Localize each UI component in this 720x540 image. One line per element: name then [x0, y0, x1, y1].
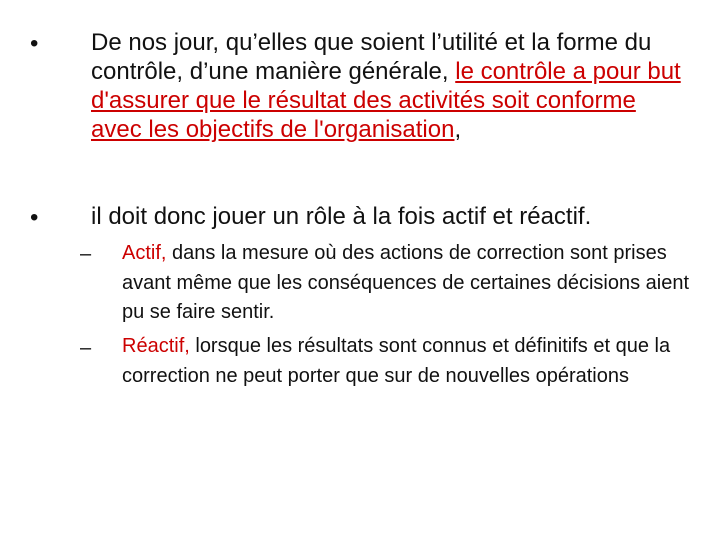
sub-bullet-2-term: Réactif, [122, 335, 190, 357]
bullet-paragraph-1 [91, 28, 691, 144]
sub-bullet-marker: – [80, 243, 92, 265]
bullet-1-text: De nos jour, qu’elles que soient l’utilité et la forme du contrôle, d’une manière générale, [91, 29, 652, 85]
sub-bullet-paragraph-1 [122, 239, 697, 328]
bullet-1-emphasis: le contrôle a pour but d'assurer que le résultat des activités soit conforme avec les objectifs de l'organisation [91, 58, 681, 143]
sub-bullet-1-term: Actif, [122, 242, 167, 264]
sub-bullet-2-text: lorsque les résultats sont connus et définitifs et que la correction ne peut porter que sur de nouvelles opérations [122, 335, 671, 387]
sub-bullet-marker: – [80, 337, 92, 359]
bullet-marker: • [30, 204, 39, 231]
sub-bullet-1-text: dans la mesure où des actions de correction sont prises avant même que les conséquences de certaines décisions aient pu se faire sentir. [122, 242, 690, 323]
bullet-2-text: il doit donc jouer un rôle à la fois actif et réactif. [91, 203, 592, 230]
bullet-paragraph-2 [91, 202, 711, 231]
bullet-marker: • [30, 30, 39, 57]
sub-bullet-paragraph-2 [122, 332, 697, 391]
bullet-1-text-end: , [454, 116, 462, 143]
